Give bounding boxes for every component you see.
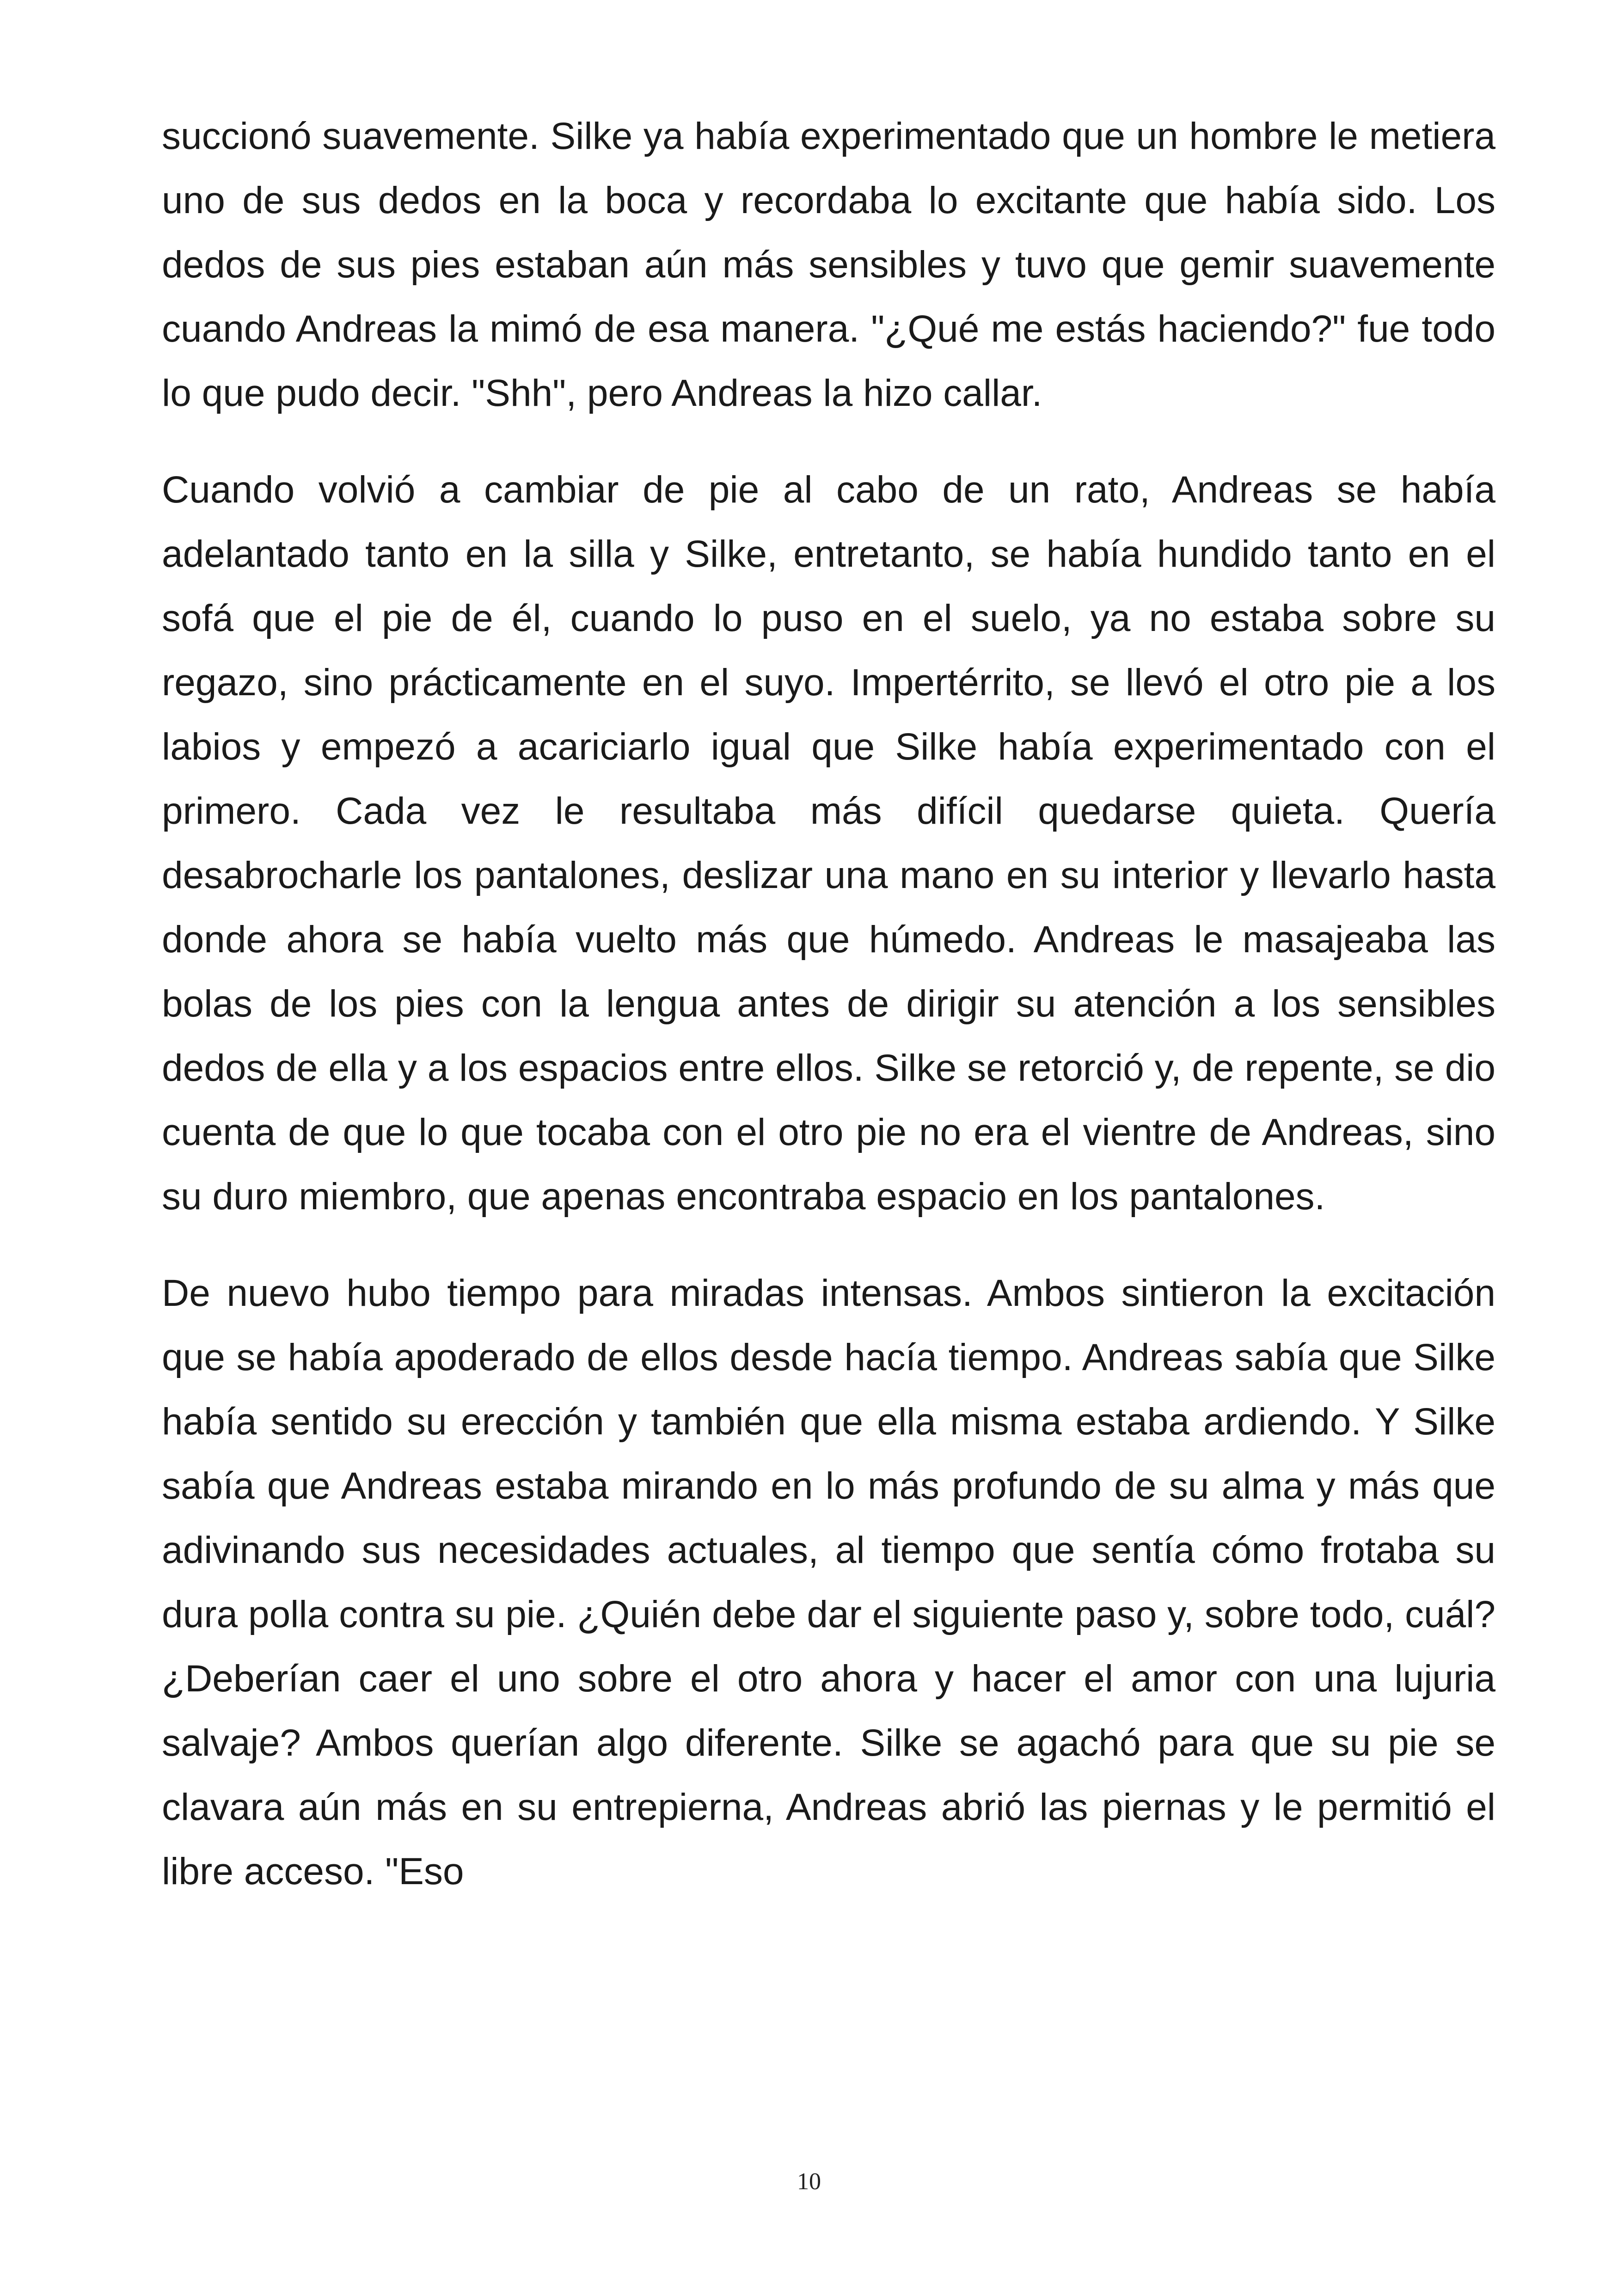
paragraph-1: succionó suavemente. Silke ya había experimentado que un hombre le metiera uno de sus dedos en la boca y recordaba lo excitante que había sido. Los dedos de sus pies estaban aún más sensibles y tuvo que gemir suavemente cuando Andreas la mimó de esa manera. "¿Qué me estás haciendo?" fue todo lo que pudo decir. "Shh", pero Andreas la hizo callar. (162, 115, 1495, 414)
paragraph-2: Cuando volvió a cambiar de pie al cabo de un rato, Andreas se había adelantado tanto en la silla y Silke, entretanto, se había hundido tanto en el sofá que el pie de él, cuando lo puso en el suelo, ya no estaba sobre su regazo, sino prácticamente en el suyo. Impertérrito, se llevó el otro pie a los labios y empezó a acariciarlo igual que Silke había experimentado con el primero. Cada vez le resultaba más difícil quedarse quieta. Quería desabrocharle los pantalones, deslizar una mano en su interior y llevarlo hasta donde ahora se había vuelto más que húmedo. Andreas le masajeaba las bolas de los pies con la lengua antes de dirigir su atención a los sensibles dedos de ella y a los espacios entre ellos. Silke se retorció y, de repente, se dio cuenta de que lo que tocaba con el otro pie no era el vientre de Andreas, sino su duro miembro, que apenas encontraba espacio en los pantalones. (162, 469, 1495, 1218)
body-text (162, 104, 1495, 1936)
paragraph-3: De nuevo hubo tiempo para miradas intensas. Ambos sintieron la excitación que se había apoderado de ellos desde hacía tiempo. Andreas sabía que Silke había sentido su erección y también que ella misma estaba ardiendo. Y Silke sabía que Andreas estaba mirando en lo más profundo de su alma y más que adivinando sus necesidades actuales, al tiempo que sentía cómo frotaba su dura polla contra su pie. ¿Quién debe dar el siguiente paso y, sobre todo, cuál? ¿Deberían caer el uno sobre el otro ahora y hacer el amor con una lujuria salvaje? Ambos querían algo diferente. Silke se agachó para que su pie se clavara aún más en su entrepierna, Andreas abrió las piernas y le permitió el libre acceso. "Eso (162, 1272, 1495, 1892)
page-number: 10 (797, 2168, 821, 2195)
